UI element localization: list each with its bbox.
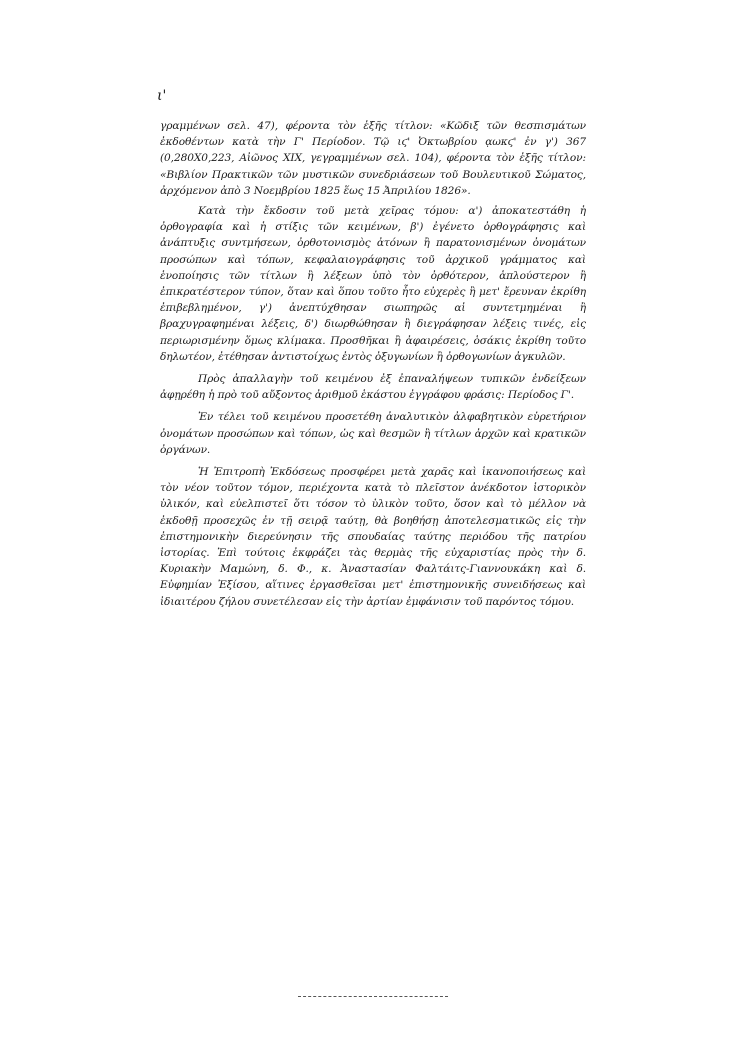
paragraph-edition-notes: Κατὰ τὴν ἔκδοσιν τοῦ μετὰ χεῖρας τόμου: α') ἀποκατεστάθη ἡ ὀρθογραφία καὶ ἡ στίξις τῶν κειμένων, β') ἐγένετο ὀρθογράφησις καὶ ἀνάπτυξις συντμήσεων, ὀρθοτονισμὸς ἀτόνων ἢ παρατονισμένων ὀνομάτων προσώπων καὶ τόπων, κεφαλαιογράφησις τοῦ ἀρχικοῦ γράμματος καὶ ἑνοποίησις τῶν τίτλων ἢ λέξεων ὑπὸ τὸν ὀρθότερον, ἁπλούστερον ἢ ἐπικρατέστερον τύπον, ὅταν καὶ ὅπου τοῦτο ἦτο εὐχερὲς ἢ μετ' ἔρευναν ἐκρίθη ἐπιβεβλημένον, γ') ἀνεπτύχθησαν σιωπηρῶς αἱ συντετμημέναι ἢ βραχυγραφημέναι λέξεις, δ') διωρθώθησαν ἢ διεγράφησαν λέξεις τινές, εἰς περιωρισμένην ὅμως κλίμακα. Προσθῆκαι ἢ ἀφαιρέσεις, ὁσάκις ἐκρίθη τοῦτο δηλωτέον, ἐτέθησαν ἀντιστοίχως ἐντὸς ὀξυγωνίων ἢ ὀρθογωνίων ἀγκυλῶν. [160, 205, 586, 363]
page-number: ι' [157, 88, 167, 104]
footer-rule [298, 996, 448, 997]
paragraph-removal-note: Πρὸς ἀπαλλαγὴν τοῦ κειμένου ἐξ ἐπαναλήψεων τυπικῶν ἐνδείξεων ἀφῃρέθη ἡ πρὸ τοῦ αὔξοντος ἀριθμοῦ ἑκάστου ἐγγράφου φράσις: Περίοδος Γ'. [160, 373, 586, 402]
paragraph-index-note: Ἐν τέλει τοῦ κειμένου προσετέθη ἀναλυτικὸν ἀλφαβητικὸν εὑρετήριον ὀνομάτων προσώπων καὶ τόπων, ὡς καὶ θεσμῶν ἢ τίτλων ἀρχῶν καὶ κρατικῶν ὀργάνων. [160, 411, 586, 456]
paragraph-continuation: γραμμένων σελ. 47), φέροντα τὸν ἑξῆς τίτλον: «Κῶδιξ τῶν θεσπισμάτων ἐκδοθέντων κατὰ τὴν Γ' Περίοδον. Τῷ ιϛ' Ὀκτωβρίου ᾳωκϛ' ἐν γ') 367 (0,280Χ0,223, Αἰῶνος XIX, γεγραμμένων σελ. 104), φέροντα τὸν ἑξῆς τίτλον: «Βιβλίον Πρακτικῶν τῶν μυστικῶν συνεδριάσεων τοῦ Βουλευτικοῦ Σώματος, ἀρχόμενον ἀπὸ 3 Νοεμβρίου 1825 ἕως 15 Ἀπριλίου 1826». [160, 120, 586, 197]
paragraph-acknowledgements: Ἡ Ἐπιτροπὴ Ἐκδόσεως προσφέρει μετὰ χαρᾶς καὶ ἱκανοποιήσεως καὶ τὸν νέον τοῦτον τόμον, περιέχοντα κατὰ τὸ πλεῖστον ἀνέκδοτον ἱστορικὸν ὑλικόν, καὶ εὐελπιστεῖ ὅτι τόσον τὸ ὑλικὸν τοῦτο, ὅσον καὶ τὸ μέλλον νὰ ἐκδοθῇ προσεχῶς ἐν τῇ σειρᾷ ταύτῃ, θὰ βοηθήσῃ ἀποτελεσματικῶς εἰς τὴν ἐπιστημονικὴν διερεύνησιν τῆς σπουδαίας ταύτης περιόδου τῆς πατρίου ἱστορίας. Ἐπὶ τούτοις ἐκφράζει τὰς θερμὰς τῆς εὐχαριστίας πρὸς τὴν δ. Κυριακὴν Μαμώνη, δ. Φ., κ. Ἀναστασίαν Φαλτάιτς-Γιαννουκάκη καὶ δ. Εὐφημίαν Ἐξίσου, αἵτινες ἐργασθεῖσαι μετ' ἐπιστημονικῆς συνειδήσεως καὶ ἰδιαιτέρου ζήλου συνετέλεσαν εἰς τὴν ἀρτίαν ἐμφάνισιν τοῦ παρόντος τόμου. [160, 466, 586, 608]
body-text [160, 118, 586, 616]
